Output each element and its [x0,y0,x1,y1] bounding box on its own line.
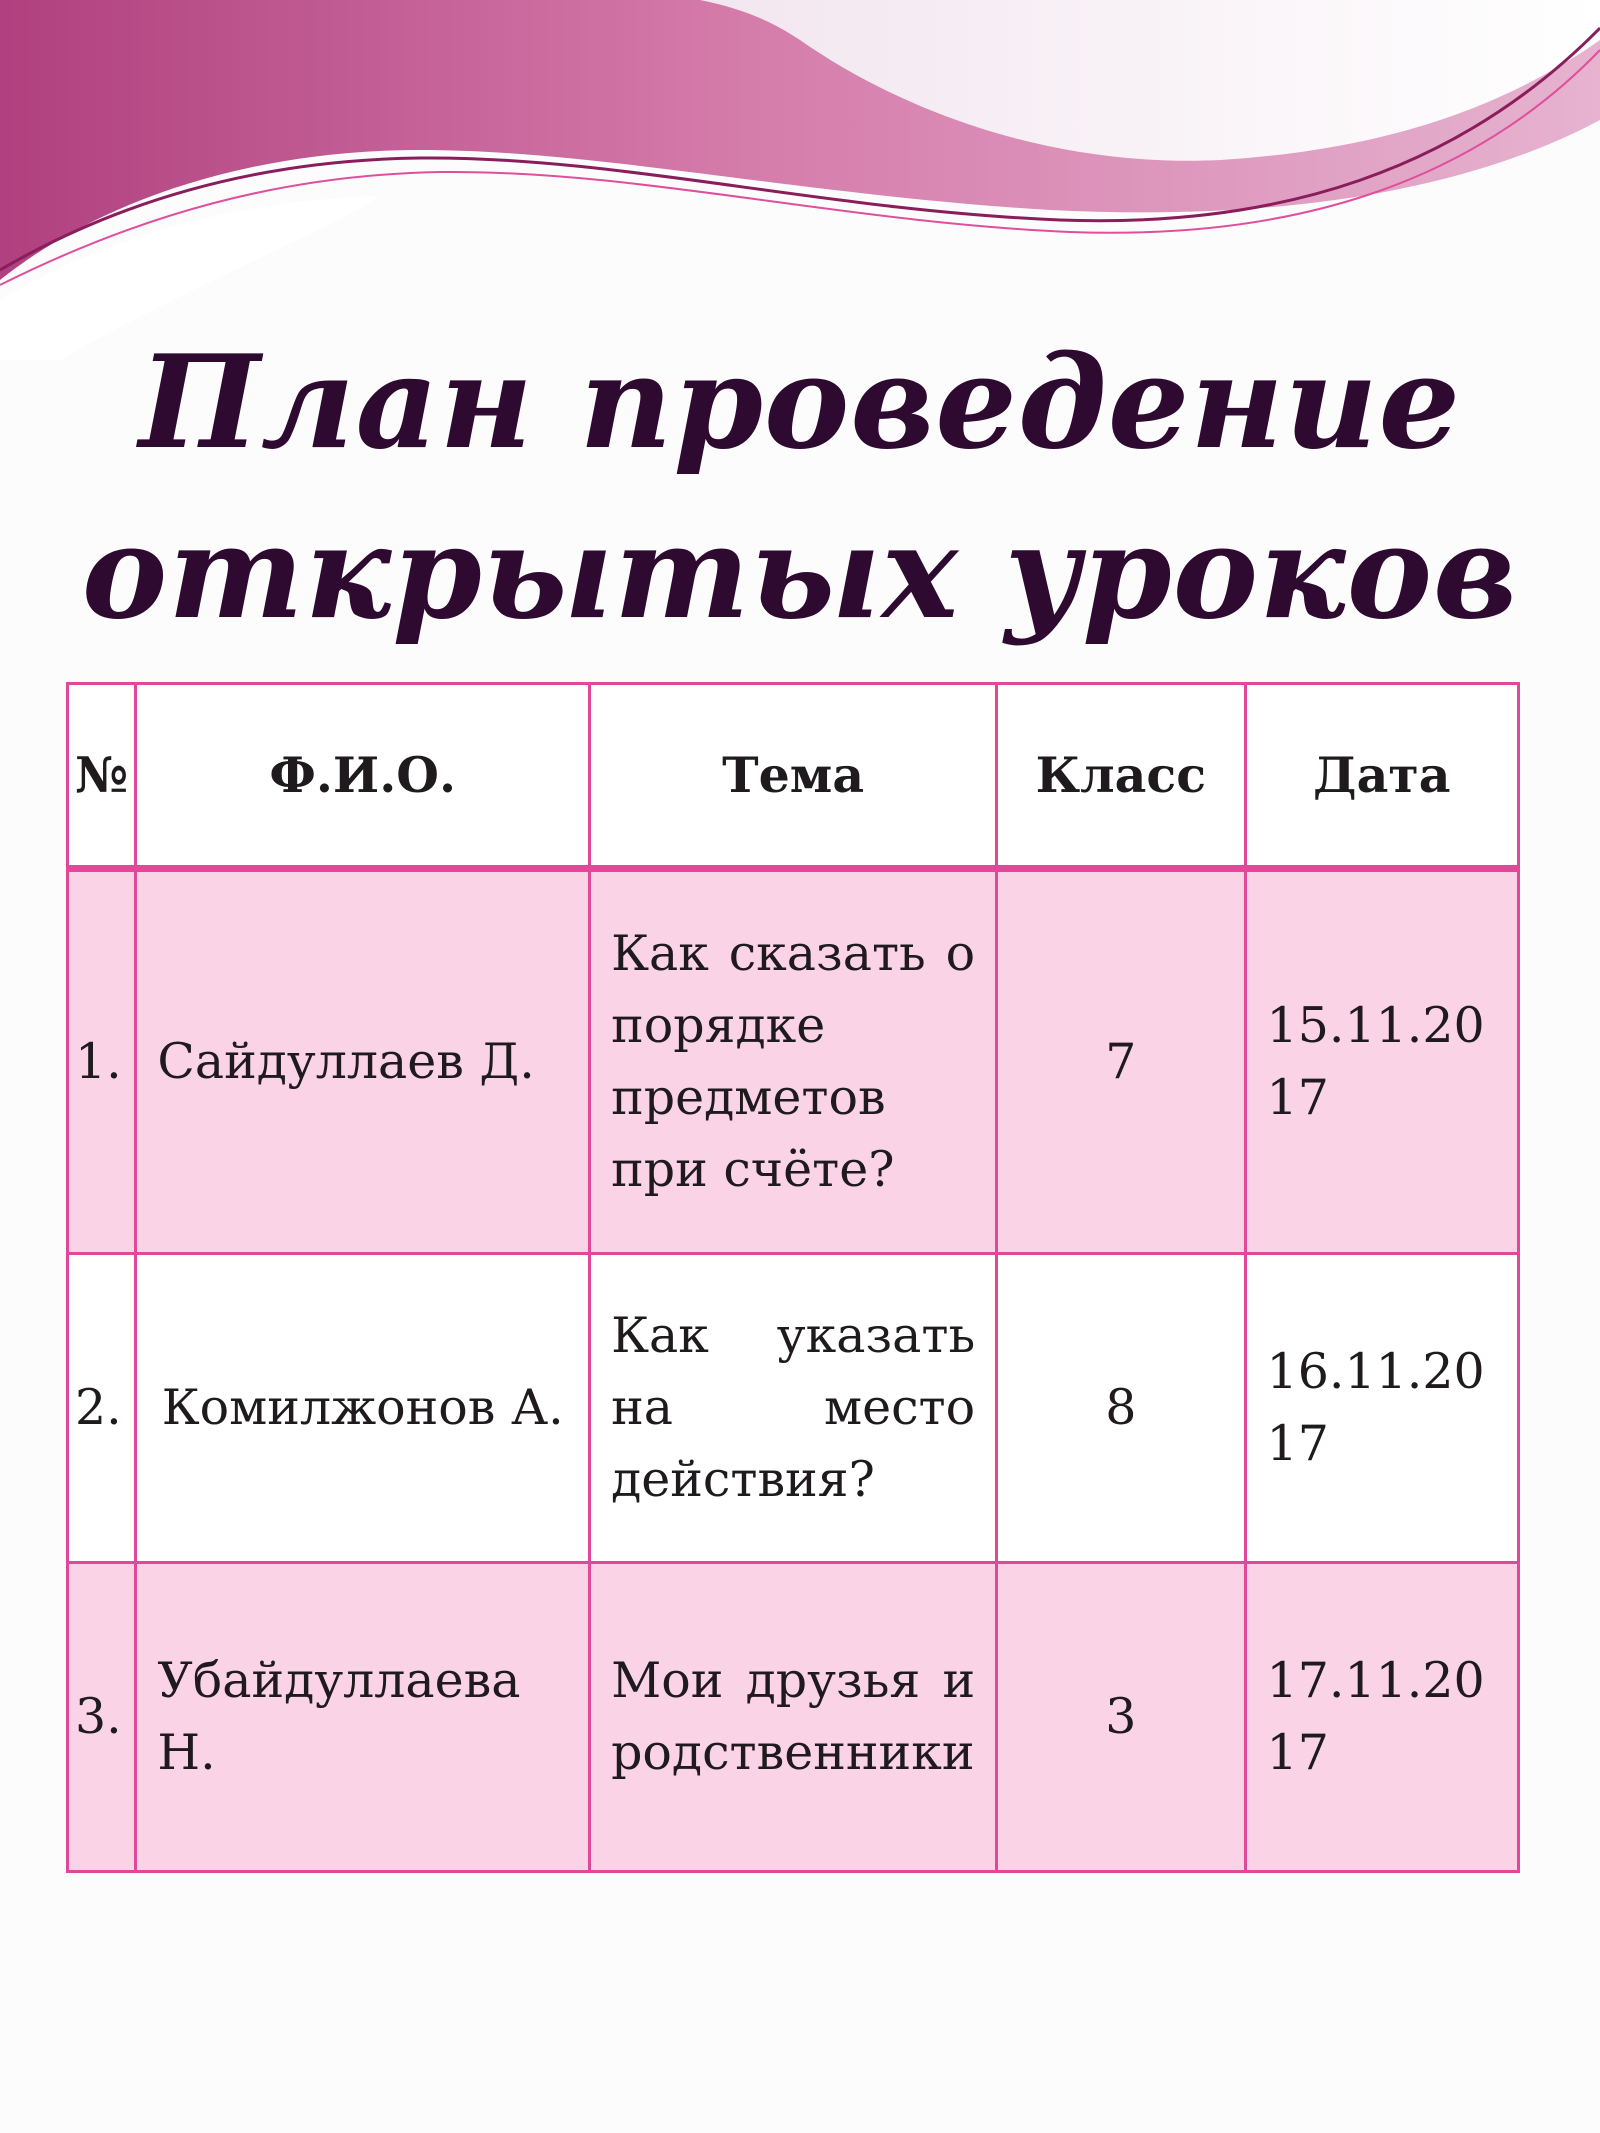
table-row [68,1254,1519,1563]
row-topic: Мои друзья и родственники [590,1563,997,1872]
row-class: 8 [997,1254,1245,1563]
row-date: 15.11.2017 [1245,869,1518,1254]
row-number: 3. [68,1563,136,1872]
header-topic: Тема [590,684,997,869]
open-lessons-table [66,682,1520,1873]
decorative-wave-banner [0,0,1600,360]
header-class: Класс [997,684,1245,869]
row-date: 16.11.2017 [1245,1254,1518,1563]
header-full-name: Ф.И.О. [136,684,590,869]
row-full-name: Комилжонов А. [136,1254,590,1563]
row-number: 2. [68,1254,136,1563]
header-number: № [68,684,136,869]
row-topic: Как указать на место действия? [590,1254,997,1563]
header-date: Дата [1245,684,1518,869]
table-row [68,869,1519,1254]
title-line-2: открытых уроков [81,498,1519,648]
row-full-name: Сайдуллаев Д. [136,869,590,1254]
table-header-row [68,684,1519,869]
row-full-name: Убайдуллаева Н. [136,1563,590,1872]
page-title [0,318,1600,658]
table-row [68,1563,1519,1872]
row-class: 7 [997,869,1245,1254]
row-number: 1. [68,869,136,1254]
row-class: 3 [997,1563,1245,1872]
title-line-1: План проведение [138,328,1462,478]
row-date: 17.11.2017 [1245,1563,1518,1872]
row-topic: Как сказать о порядке предметов при счёте? [590,869,997,1254]
